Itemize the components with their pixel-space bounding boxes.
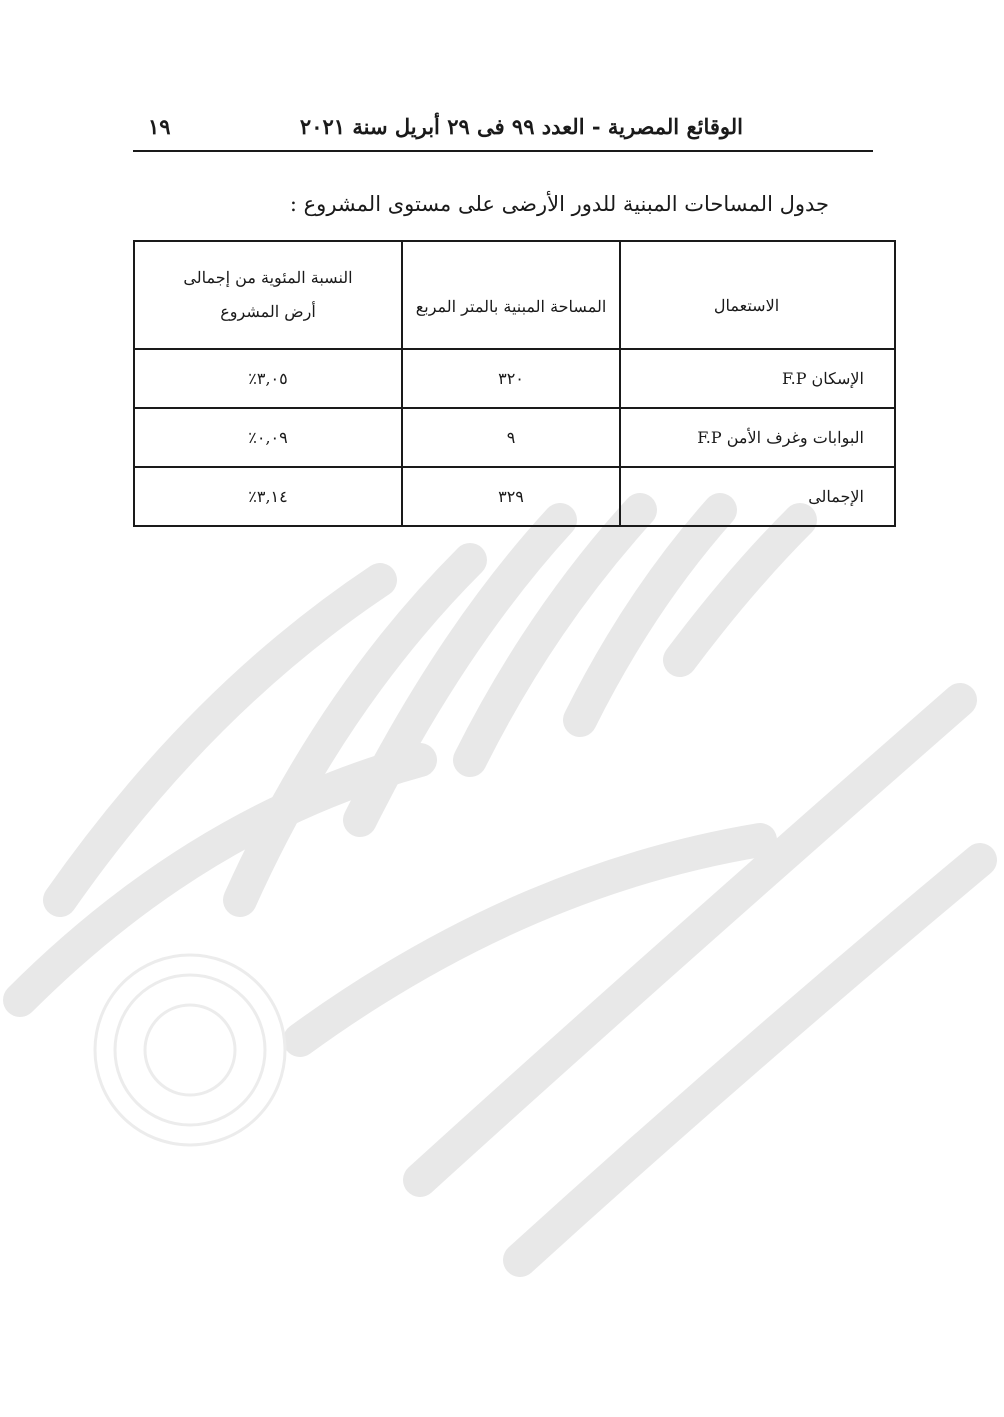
watermark-stroke (60, 580, 380, 900)
watermark-stroke (470, 510, 640, 760)
header-percent-line2: أرض المشروع (220, 302, 316, 321)
watermark-stroke (240, 560, 470, 900)
watermark-stroke (20, 760, 420, 1000)
watermark-stroke (580, 510, 720, 720)
cell-percent: ٣,٠٥٪ (134, 349, 402, 408)
watermark-stroke (520, 860, 980, 1260)
header-percent-line1: النسبة المئوية من إجمالى (183, 268, 353, 287)
watermark-stroke (680, 520, 800, 660)
cell-area: ٣٢٠ (402, 349, 620, 408)
header-area: المساحة المبنية بالمتر المربع (402, 241, 620, 349)
cell-percent: ٣,١٤٪ (134, 467, 402, 526)
watermark-seal (95, 955, 285, 1145)
watermark-stroke (300, 840, 760, 1040)
watermark-seal (115, 975, 265, 1125)
cell-area: ٩ (402, 408, 620, 467)
table-row (134, 467, 895, 526)
table-row (134, 349, 895, 408)
header-title: الوقائع المصرية - العدد ٩٩ فى ٢٩ أبريل سنة ٢٠٢١ (299, 114, 743, 139)
watermark-seal (145, 1005, 235, 1095)
cell-area: ٣٢٩ (402, 467, 620, 526)
cell-use: الإجمالى (620, 467, 895, 526)
page-number: ١٩ (148, 114, 171, 139)
table-caption: جدول المساحات المبنية للدور الأرضى على مستوى المشروع : (289, 192, 829, 216)
table-header-row (134, 241, 895, 349)
cell-percent: ٠,٠٩٪ (134, 408, 402, 467)
header-percent (134, 241, 402, 349)
watermark-stroke (420, 700, 960, 1180)
table-row (134, 408, 895, 467)
watermark-stroke (360, 520, 560, 820)
page-header (133, 110, 873, 152)
header-use: الاستعمال (620, 241, 895, 349)
built-areas-table (133, 240, 896, 527)
cell-use: الإسكان F.P (620, 349, 895, 408)
cell-use: البوابات وغرف الأمن F.P (620, 408, 895, 467)
